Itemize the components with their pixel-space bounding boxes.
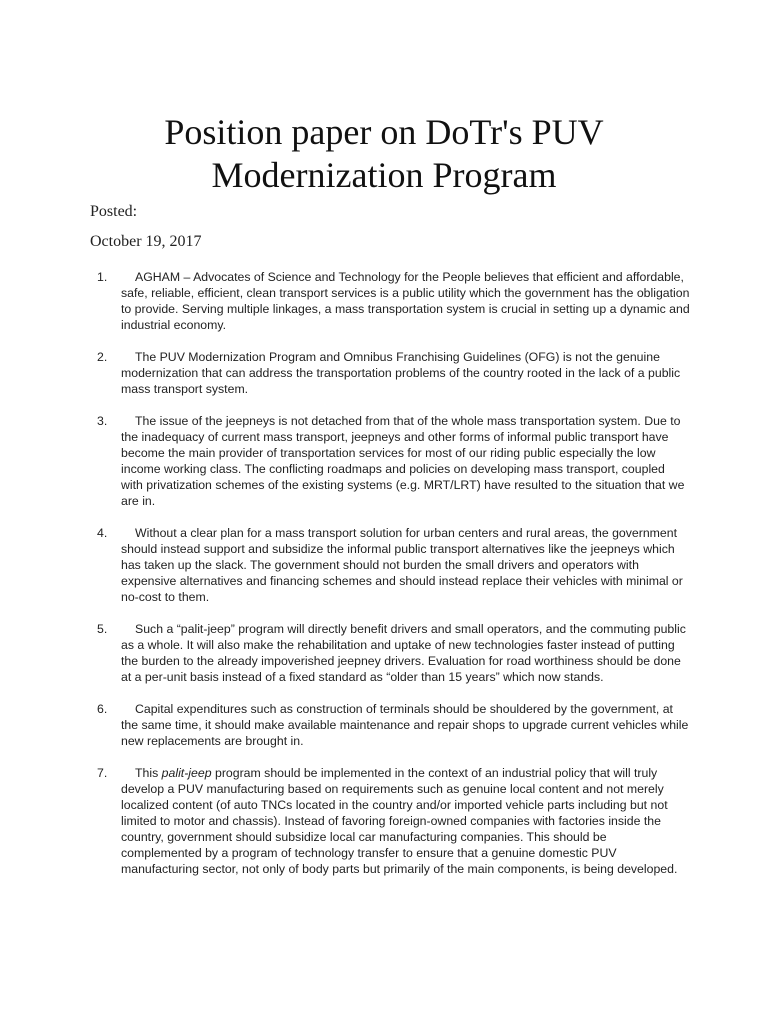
post-date: October 19, 2017 (90, 233, 202, 250)
list-number: 5. (97, 622, 108, 636)
title-line-2: Modernization Program (211, 155, 557, 195)
title-line-1: Position paper on DoTr's PUV (164, 112, 604, 152)
list-number: 2. (97, 350, 108, 364)
list-text: Without a clear plan for a mass transport solution for urban centers and rural areas, the government should instead support and subsidize the informal public transport alternatives like the jeepneys which has taken up the slack. The government should not burden the small drivers and operators with expensive alternatives and financing schemes and should instead replace their vehicles with minimal or no-cost to them. (121, 526, 683, 604)
list-number: 4. (97, 526, 108, 540)
list-number: 6. (97, 702, 108, 716)
posted-label: Posted: (90, 203, 138, 220)
list-number: 1. (97, 270, 108, 284)
list-item (90, 525, 690, 605)
list-text: Capital expenditures such as construction of terminals should be shouldered by the government, at the same time, it should make available maintenance and repair shops to upgrade current vehicles while new replacements are brought in. (121, 702, 689, 748)
list-item (90, 701, 690, 749)
list-text: Such a “palit-jeep” program will directly benefit drivers and small operators, and the commuting public as a whole. It will also make the rehabilitation and uptake of new technologies faster instead of putting the burden to the already impoverished jeepney drivers. Evaluation for road worthiness should be done at a per-unit basis instead of a fixed standard as “older than 15 years” which now stands. (121, 622, 686, 684)
list-item (90, 269, 690, 333)
list-text: The PUV Modernization Program and Omnibus Franchising Guidelines (OFG) is not the genuine modernization that can address the transportation problems of the country rooted in the lack of a public mass transport system. (121, 350, 681, 396)
list-item (90, 621, 690, 685)
list-number: 7. (97, 766, 108, 780)
list-text-italic: palit-jeep (161, 766, 212, 780)
list-text: AGHAM – Advocates of Science and Technology for the People believes that efficient and affordable, safe, reliable, efficient, clean transport services is a public utility which the government has the obligation to provide. Serving multiple linkages, a mass transportation system is crucial in setting up a dynamic and industrial economy. (121, 270, 690, 332)
list-item (90, 765, 690, 877)
list-text-end: program should be implemented in the context of an industrial policy that will truly develop a PUV manufacturing based on requirements such as genuine local content and not merely localized content (of auto TNCs located in the country and/or imported vehicle parts including but not limited to motor and chassis). Instead of favoring foreign-owned companies with factories inside the country, government should subsidize local car manufacturing companies. This should be complemented by a program of technology transfer to ensure that a genuine domestic PUV manufacturing sector, not only of body parts but primarily of the main components, is being developed. (121, 766, 678, 876)
list-item (90, 413, 690, 509)
numbered-list (90, 269, 690, 893)
list-text: The issue of the jeepneys is not detached from that of the whole mass transportation system. Due to the inadequacy of current mass transport, jeepneys and other forms of informal public transport have become the main provider of transportation services for most of our riding public especially the low income working class. The conflicting roadmaps and policies on developing mass transport, coupled with privatization schemes of the existing systems (e.g. MRT/LRT) have resulted to the situation that we are in. (121, 414, 685, 508)
list-number: 3. (97, 414, 108, 428)
list-item (90, 349, 690, 397)
list-text-start: This (135, 766, 162, 780)
page-title (0, 111, 768, 197)
